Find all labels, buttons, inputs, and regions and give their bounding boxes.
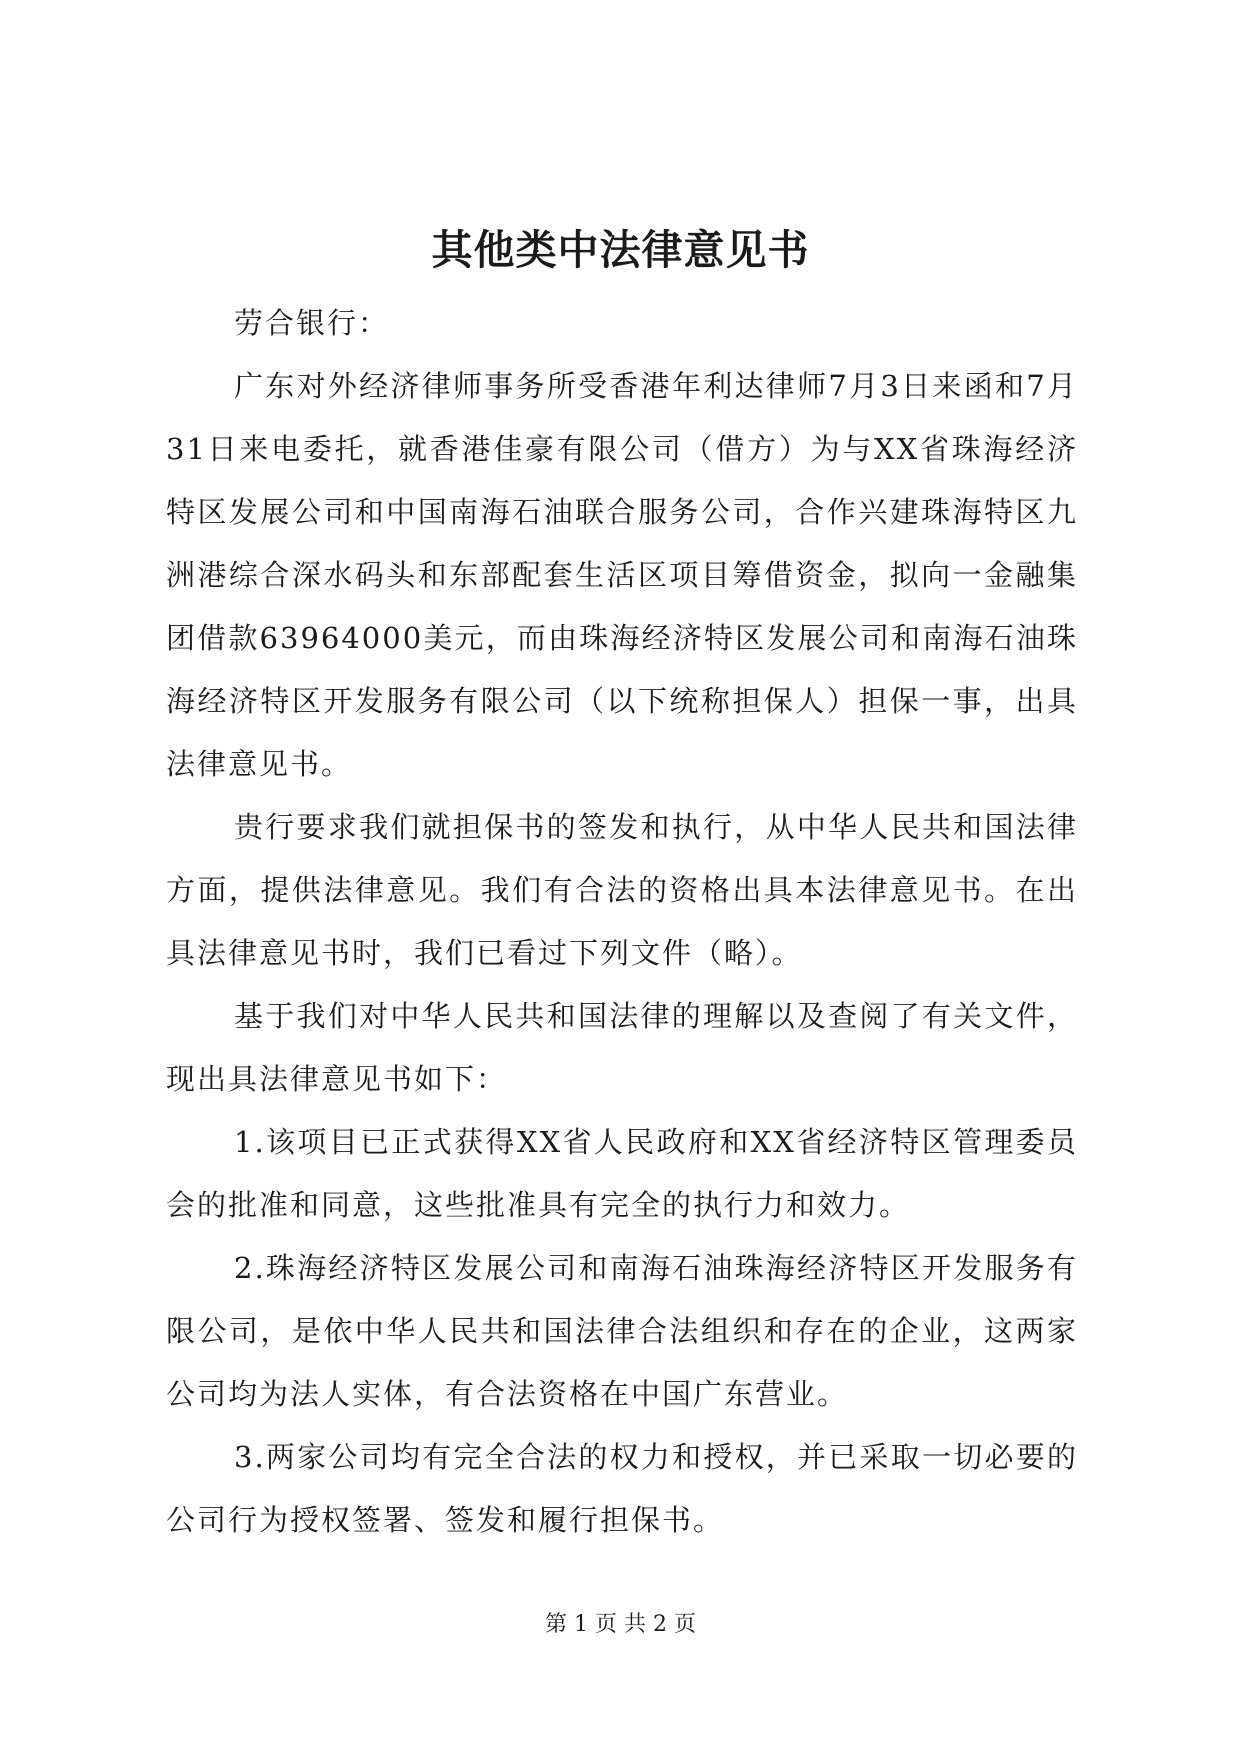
page-footer: 第 1 页 共 2 页 bbox=[545, 1612, 696, 1637]
paragraph-basis: 基于我们对中华人民共和国法律的理解以及查阅了有关文件，现出具法律意见书如下： bbox=[166, 999, 1078, 1096]
paragraph-request: 贵行要求我们就担保书的签发和执行，从中华人民共和国法律方面，提供法律意见。我们有合法的资格出具本法律意见书。在出具法律意见书时，我们已看过下列文件（略）。 bbox=[166, 810, 1078, 970]
salutation: 劳合银行： bbox=[234, 306, 390, 340]
document-title: 其他类中法律意见书 bbox=[431, 226, 810, 274]
paragraph-item-1: 1.该项目已正式获得XX省人民政府和XX省经济特区管理委员会的批准和同意，这些批准具有完全的执行力和效力。 bbox=[166, 1125, 1078, 1222]
paragraph-item-3: 3.两家公司均有完全合法的权力和授权，并已采取一切必要的公司行为授权签署、签发和履行担保书。 bbox=[166, 1440, 1078, 1537]
paragraph-intro: 广东对外经济律师事务所受香港年利达律师7月3日来函和7月31日来电委托，就香港佳豪有限公司（借方）为与XX省珠海经济特区发展公司和中国南海石油联合服务公司，合作兴建珠海特区九洲港综合深水码头和东部配套生活区项目筹借资金，拟向一金融集团借款63964000美元，而由珠海经济特区发展公司和南海石油珠海经济特区开发服务有限公司（以下统称担保人）担保一事，出具法律意见书。 bbox=[166, 369, 1078, 781]
document-body bbox=[166, 292, 1078, 1552]
paragraph-item-2: 2.珠海经济特区发展公司和南海石油珠海经济特区开发服务有限公司，是依中华人民共和国法律合法组织和存在的企业，这两家公司均为法人实体，有合法资格在中国广东营业。 bbox=[166, 1251, 1078, 1411]
